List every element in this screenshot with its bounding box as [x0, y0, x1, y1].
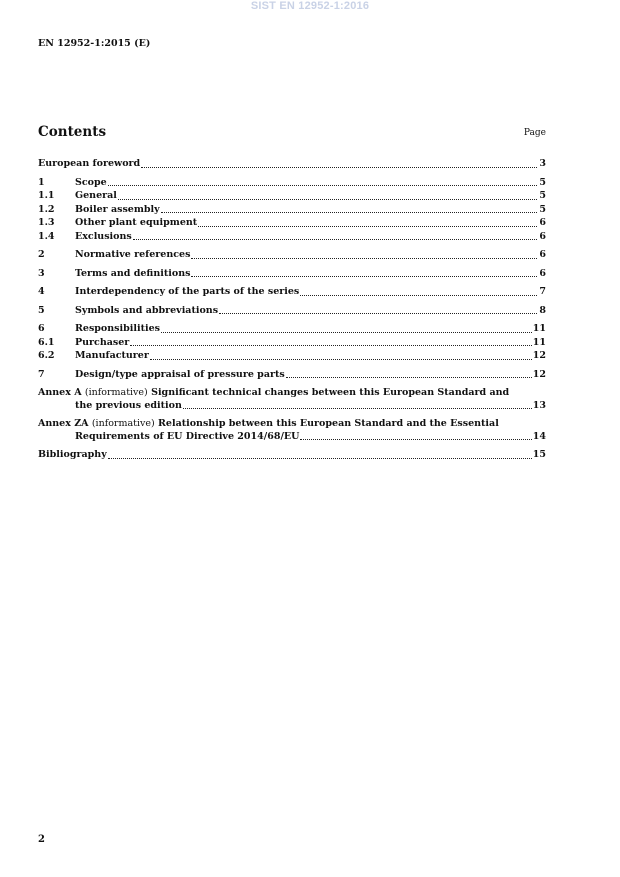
toc-entry-symbols-and-abbreviations[interactable]: [38, 304, 546, 318]
toc-entry-number: 6: [38, 323, 45, 334]
toc-entry-exclusions[interactable]: [38, 230, 546, 244]
toc-entry-number: 2: [38, 249, 45, 260]
toc-entry-page: 6: [539, 249, 546, 260]
annex-heading-line: [38, 417, 546, 430]
toc-entry-title: Terms and definitions: [75, 267, 191, 279]
toc-entry-foreword[interactable]: [38, 157, 546, 171]
toc-leader-dots: [198, 225, 537, 227]
toc-entry-title: Bibliography: [38, 449, 107, 460]
toc-entry-boiler-assembly[interactable]: [38, 203, 546, 217]
toc-entry-annex-a[interactable]: [38, 386, 546, 412]
annex-type: (informative): [91, 418, 155, 429]
toc-entry-number: 6.2: [38, 350, 55, 361]
toc-entry-page: 6: [539, 217, 546, 228]
watermark: SIST EN 12952-1:2016: [250, 0, 370, 12]
toc-entry-title: Symbols and abbreviations: [75, 304, 219, 316]
toc-entry-page: 13: [532, 400, 546, 411]
toc-leader-dots: [161, 331, 532, 333]
toc-entry-title: General: [75, 190, 117, 201]
toc-leader-dots: [286, 376, 532, 378]
page-column-label: Page: [523, 128, 546, 138]
toc-entry-page: 11: [532, 323, 546, 334]
toc-entry-annex-za[interactable]: [38, 417, 546, 443]
toc-leader-dots: [108, 457, 532, 459]
annex-title-line2: Requirements of EU Directive 2014/68/EU: [75, 431, 300, 442]
toc-entry-number: 5: [38, 304, 45, 316]
toc-entry-page: 7: [539, 286, 546, 297]
toc-entry-interdependency[interactable]: [38, 285, 546, 299]
toc-entry-title: Responsibilities: [75, 323, 160, 334]
toc-leader-dots: [219, 312, 537, 314]
toc-entry-page: 6: [539, 230, 546, 242]
toc-entry-general[interactable]: [38, 189, 546, 203]
toc-entry-number: 4: [38, 286, 45, 297]
toc-entry-number: 1.1: [38, 190, 55, 201]
toc-entry-title: Boiler assembly: [75, 203, 160, 215]
toc-leader-dots: [300, 438, 531, 440]
toc-leader-dots: [130, 344, 531, 346]
annex-label: Annex A: [38, 387, 82, 398]
toc-entry-normative-references[interactable]: [38, 248, 546, 262]
toc-entry-other-plant-equipment[interactable]: [38, 216, 546, 230]
toc-entry-scope[interactable]: [38, 176, 546, 190]
page-number: 2: [38, 834, 45, 845]
toc-leader-dots: [300, 294, 537, 296]
annex-continuation-line: [38, 399, 546, 412]
toc-entry-purchaser[interactable]: [38, 336, 546, 350]
toc-entry-page: 14: [532, 431, 546, 442]
toc-entry-terms-and-definitions[interactable]: [38, 267, 546, 281]
toc-entry-title: Exclusions: [75, 230, 132, 242]
toc-entry-number: 3: [38, 267, 45, 279]
toc-entry-page: 15: [532, 449, 546, 460]
toc-entry-number: 1: [38, 176, 45, 188]
toc-entry-number: 1.4: [38, 230, 55, 242]
toc-entry-page: 5: [539, 203, 546, 215]
toc-entry-page: 5: [539, 190, 546, 201]
toc-entry-page: 8: [539, 304, 546, 316]
toc-entry-manufacturer[interactable]: [38, 349, 546, 363]
toc-leader-dots: [118, 198, 537, 200]
toc-leader-dots: [133, 238, 537, 240]
toc-entry-title: Normative references: [75, 249, 191, 260]
contents-title: Contents: [38, 124, 107, 140]
toc-entry-title: Scope: [75, 176, 107, 188]
annex-continuation-line: [38, 430, 546, 443]
toc-entry-number: 1.3: [38, 217, 55, 228]
toc-entry-page: 5: [539, 176, 546, 188]
annex-title-line1: Significant technical changes between this European Standard and: [151, 387, 510, 398]
toc-entry-number: 1.2: [38, 203, 55, 215]
toc-entry-page: 3: [539, 158, 546, 169]
toc-entry-number: 7: [38, 368, 45, 380]
toc-entry-title: Manufacturer: [75, 350, 149, 361]
toc-entry-responsibilities[interactable]: [38, 322, 546, 336]
toc-entry-bibliography[interactable]: [38, 448, 546, 462]
toc-leader-dots: [161, 211, 537, 213]
toc-entry-page: 6: [539, 267, 546, 279]
table-of-contents: [38, 157, 546, 462]
toc-entry-page: 12: [532, 368, 546, 380]
annex-label: Annex ZA: [38, 418, 89, 429]
toc-entry-title: European foreword: [38, 158, 141, 169]
toc-entry-number: 6.1: [38, 336, 55, 348]
toc-leader-dots: [191, 275, 537, 277]
toc-leader-dots: [191, 257, 537, 259]
toc-entry-title: Other plant equipment: [75, 217, 198, 228]
annex-title-line2: the previous edition: [75, 400, 182, 411]
toc-leader-dots: [183, 407, 532, 409]
document-id: EN 12952-1:2015 (E): [38, 38, 151, 49]
toc-leader-dots: [141, 166, 537, 168]
annex-heading-line: [38, 386, 546, 399]
toc-entry-design-type-appraisal[interactable]: [38, 368, 546, 382]
annex-type: (informative): [84, 387, 148, 398]
toc-entry-page: 12: [532, 350, 546, 361]
toc-leader-dots: [150, 358, 532, 360]
annex-title-line1: Relationship between this European Standard and the Essential: [158, 418, 499, 429]
toc-entry-title: Interdependency of the parts of the series: [75, 286, 300, 297]
toc-leader-dots: [108, 184, 537, 186]
toc-entry-title: Purchaser: [75, 336, 130, 348]
toc-entry-title: Design/type appraisal of pressure parts: [75, 368, 285, 380]
toc-entry-page: 11: [532, 336, 546, 348]
